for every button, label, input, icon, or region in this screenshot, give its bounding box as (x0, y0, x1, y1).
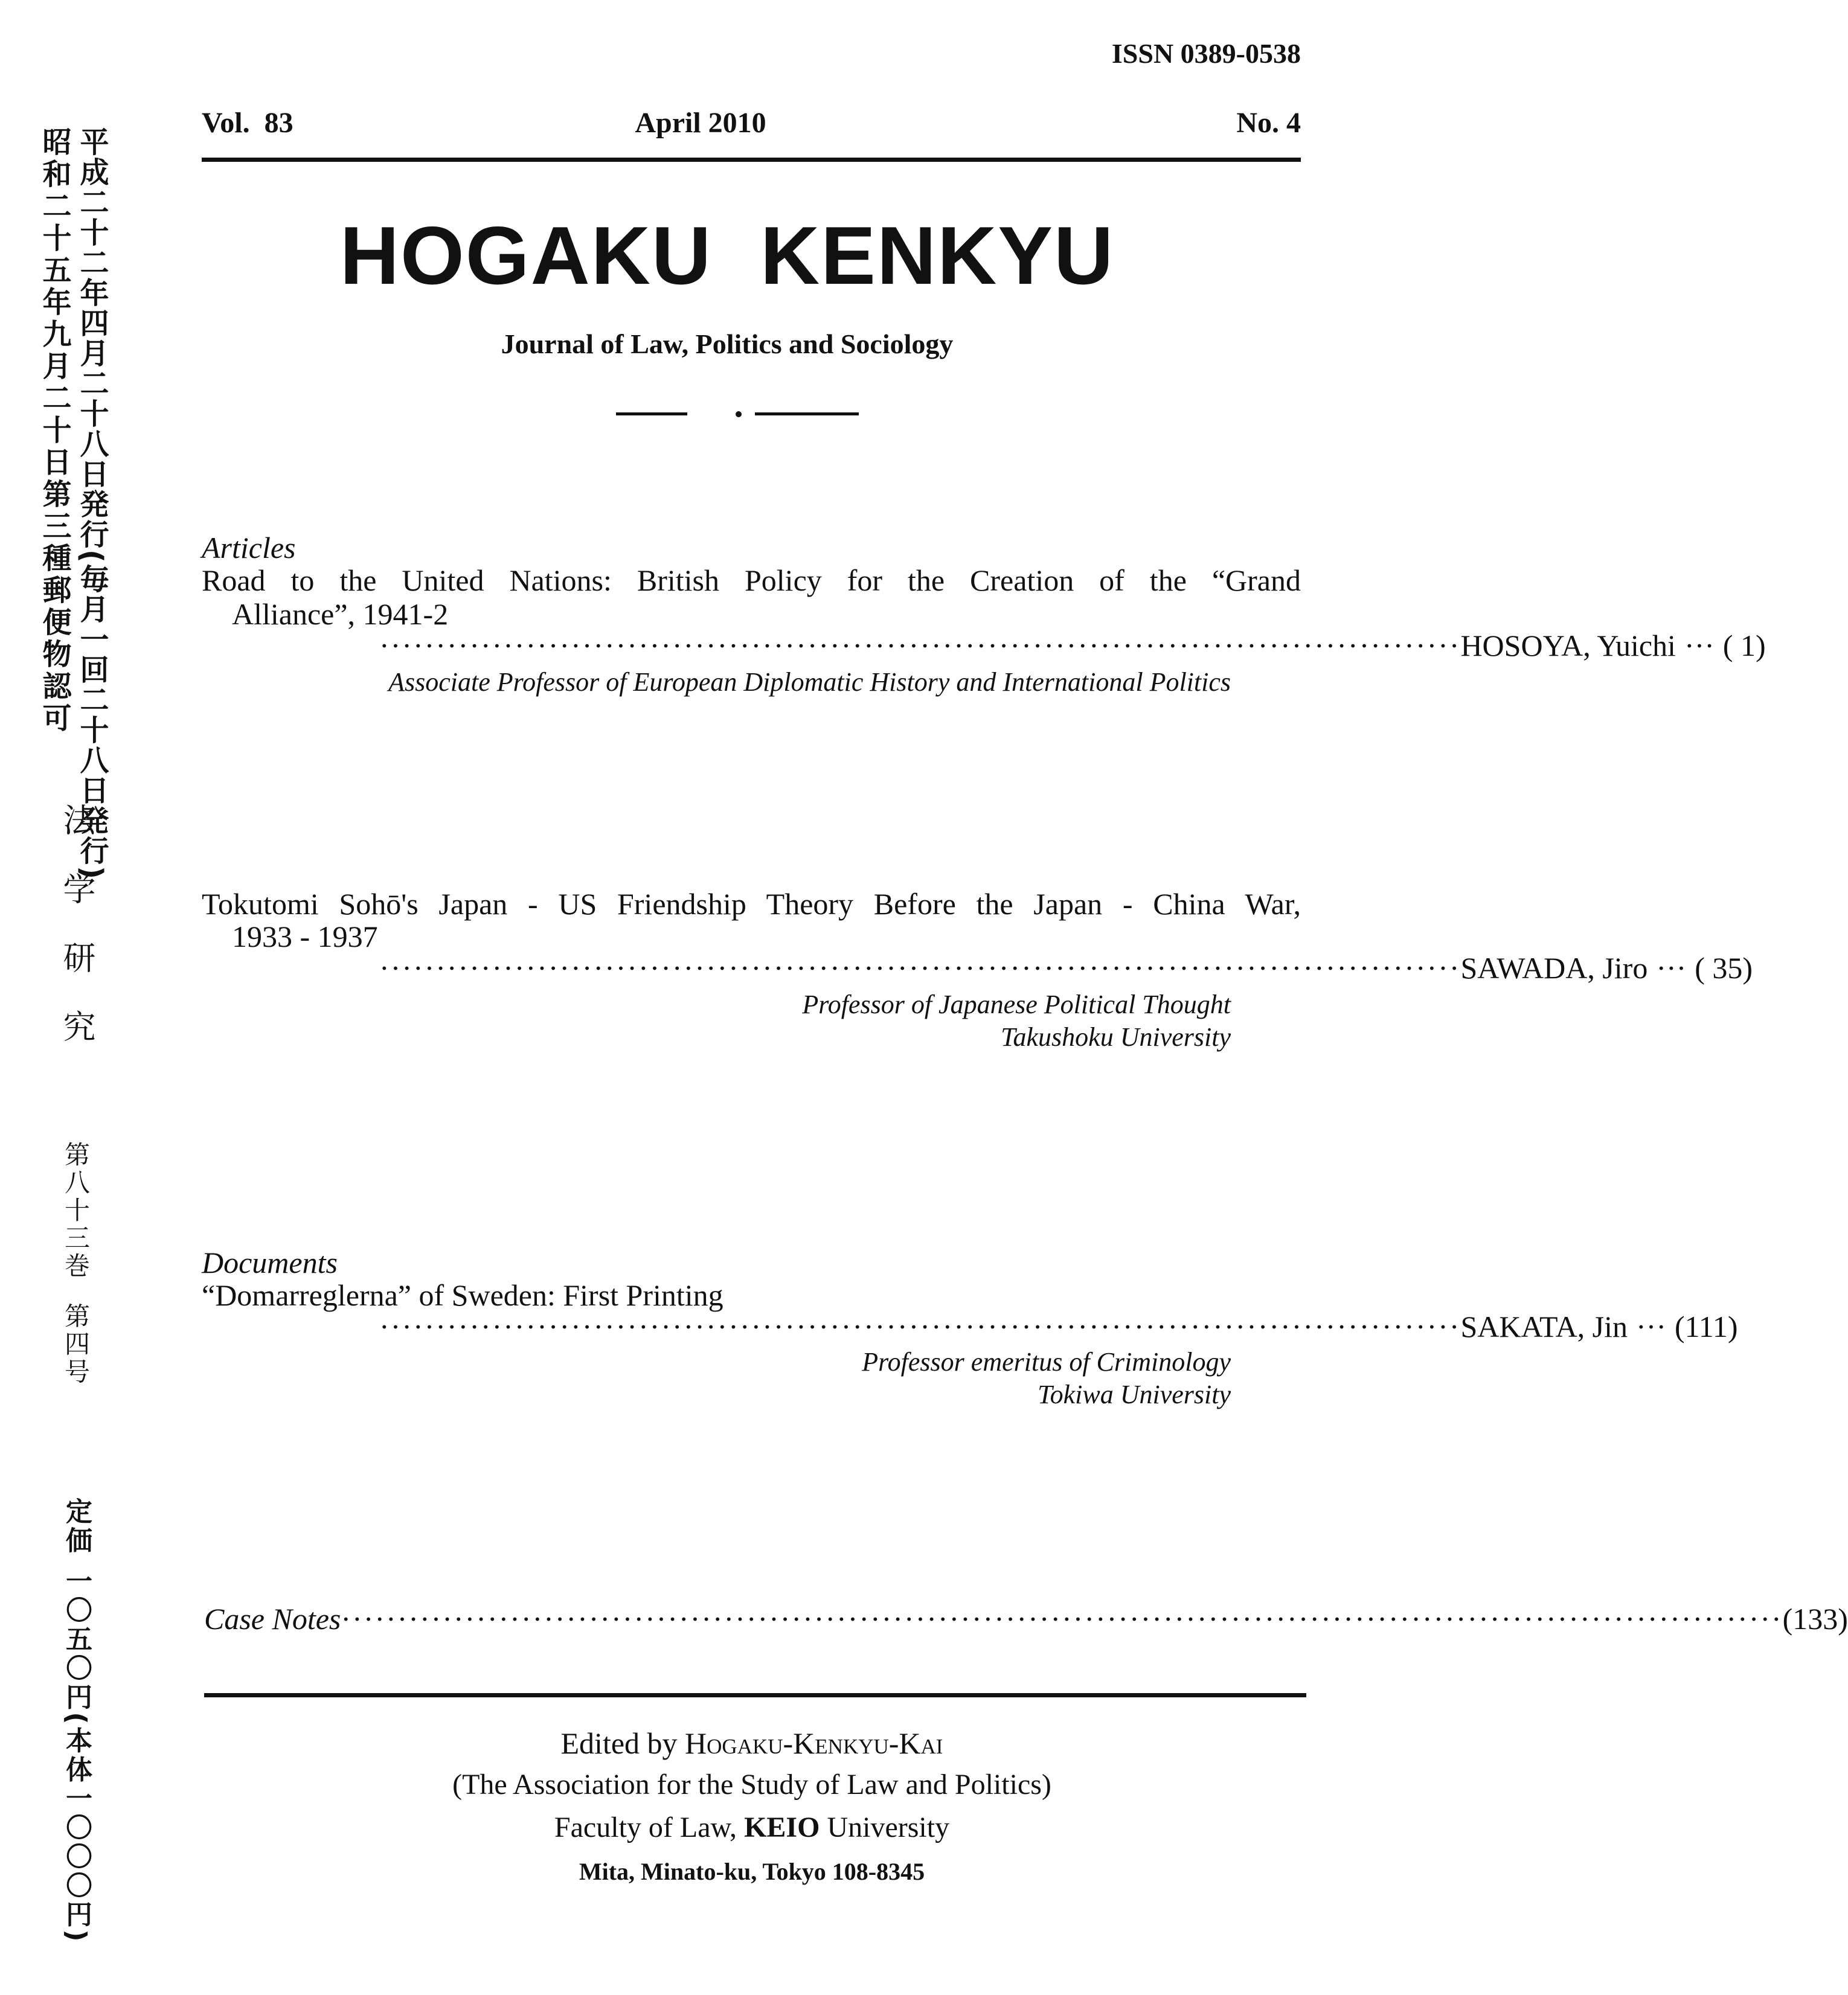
issue-number: No. 4 (1236, 107, 1301, 139)
article-title[interactable]: Tokutomi Sohō's Japan - US Friendship Theory Before the Japan - China War, (202, 887, 1301, 921)
issue-date: April 2010 (635, 107, 766, 139)
spine-postal-permit: 昭和二十五年九月二十日第三種郵便物認可 (37, 127, 71, 735)
leader-dots: ································································································ (379, 951, 1461, 985)
issn: ISSN 0389-0538 (1111, 38, 1301, 69)
article-toc-line (379, 628, 1766, 663)
faculty-label: Faculty of Law, (554, 1811, 737, 1843)
author-institution: Takushoku University (1001, 1022, 1231, 1052)
leader-dots: ··· (1684, 629, 1715, 662)
document-title[interactable]: “Domarreglerna” of Sweden: First Printing (202, 1278, 723, 1312)
editor-line (0, 1726, 1504, 1761)
spine-volume: 第八十三巻 第四号 (61, 1141, 91, 1386)
leader-dots: ································································································································ (341, 1602, 1783, 1636)
editor-name: Hogaku-Kenkyu-Kai (685, 1726, 943, 1760)
article-author: HOSOYA, Yuichi (1460, 629, 1676, 662)
footer-rule (204, 1693, 1306, 1697)
author-institution: Tokiwa University (1038, 1380, 1231, 1409)
spine-journal-title: 法学研究 (58, 803, 96, 1078)
address: Mita, Minato-ku, Tokyo 108-8345 (579, 1858, 925, 1885)
author-affiliation: Professor emeritus of Criminology (862, 1347, 1231, 1377)
article-title-cont: 1933 - 1937 (232, 920, 378, 953)
university-label: University (827, 1811, 950, 1843)
document-page: (111) (1674, 1310, 1738, 1343)
header-rule (202, 158, 1301, 162)
journal-subtitle: Journal of Law, Politics and Sociology (501, 328, 954, 359)
article-toc-line (379, 950, 1753, 985)
author-affiliation: Professor of Japanese Political Thought (802, 990, 1231, 1019)
articles-heading: Articles (202, 531, 296, 565)
edited-by-label: Edited by (560, 1726, 678, 1760)
article-page: ( 1) (1722, 629, 1766, 662)
documents-heading: Documents (202, 1246, 338, 1279)
article-title[interactable]: Road to the United Nations: British Policy for the Creation of the “Grand (202, 563, 1301, 597)
case-notes-page: (133) (1782, 1602, 1848, 1636)
article-page: ( 35) (1695, 951, 1753, 985)
spine-price: 定価 一〇五〇円(本体一〇〇〇円) (61, 1497, 92, 1944)
case-notes-entry[interactable] (204, 1601, 1848, 1636)
case-notes-label[interactable]: Case Notes (204, 1602, 341, 1636)
volume-number: Vol. 83 (202, 107, 294, 139)
faculty-line (0, 1811, 1504, 1844)
article-title-cont: Alliance”, 1941-2 (232, 597, 449, 631)
leader-dots: ································································································ (379, 629, 1461, 662)
spine-issue-date: 平成二十二年四月二十八日発行(毎月一回二十八日発行) (75, 127, 109, 880)
leader-dots: ··· (1656, 951, 1687, 985)
article-author: SAWADA, Jiro (1460, 951, 1648, 985)
leader-dots: ··· (1636, 1310, 1666, 1343)
leader-dots: ································································································ (379, 1310, 1461, 1343)
document-author: SAKATA, Jin (1460, 1310, 1628, 1343)
association-name: (The Association for the Study of Law and Politics) (452, 1769, 1051, 1801)
author-affiliation: Associate Professor of European Diplomatic History and International Politics (388, 667, 1231, 697)
university-keio: KEIO (744, 1811, 820, 1843)
journal-title: HOGAKU KENKYU (339, 210, 1115, 301)
document-toc-line (379, 1309, 1738, 1344)
